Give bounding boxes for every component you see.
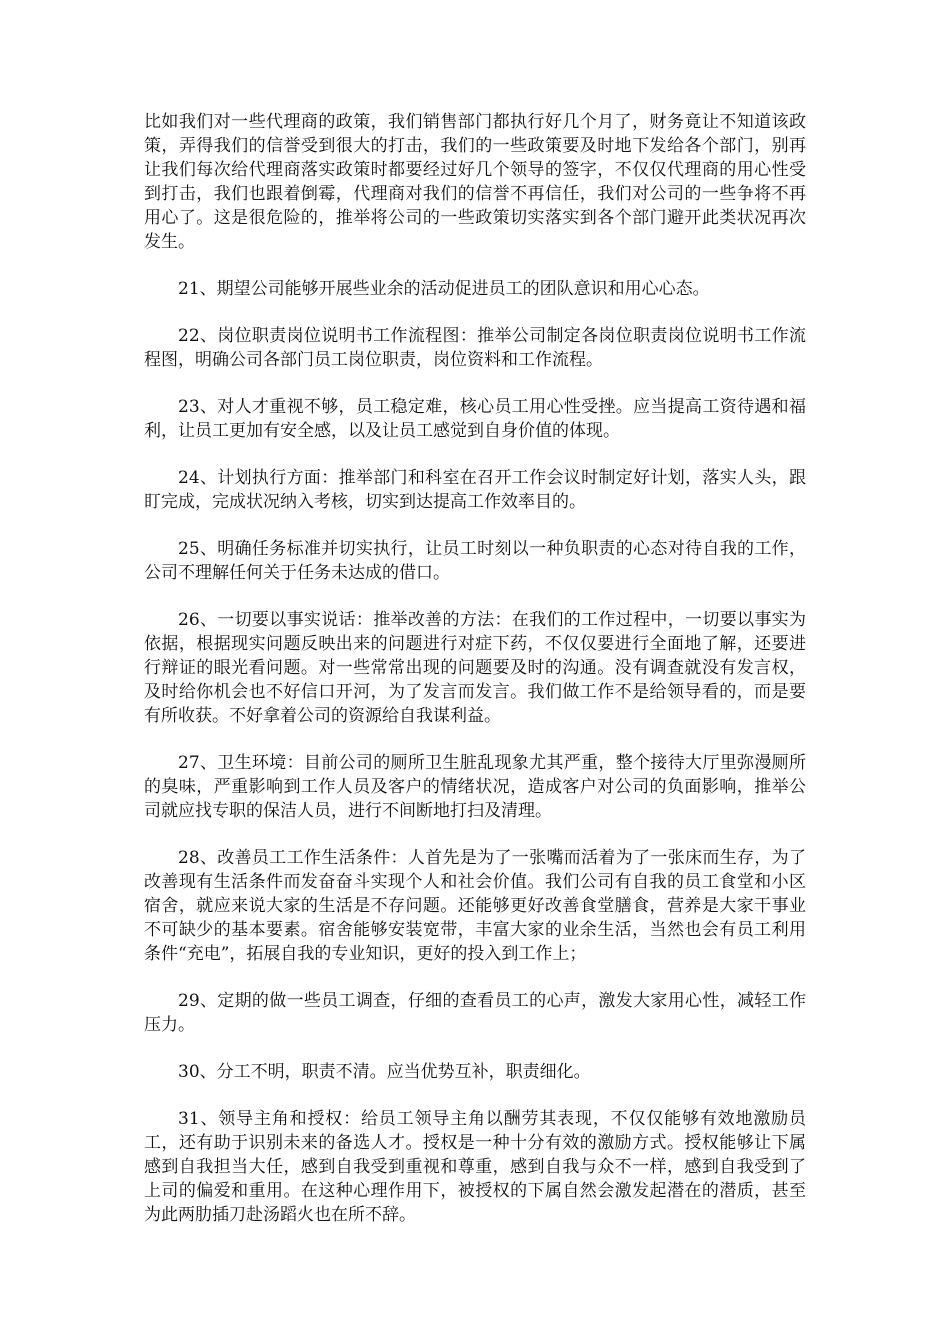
paragraph-24: 24、计划执行方面：推举部门和科室在召开工作会议时制定好计划，落实人头，跟盯完成，完成状况纳入考核，切实到达提高工作效率目的。 [144, 468, 806, 512]
paragraph-25: 25、明确任务标准并切实执行，让员工时刻以一种负职责的心态对待自我的工作，公司不理解任何关于任务未达成的借口。 [144, 539, 806, 583]
paragraph-26: 26、一切要以事实说话：推举改善的方法：在我们的工作过程中，一切要以事实为依据，根据现实问题反映出来的问题进行对症下药，不仅仅要进行全面地了解，还要进行辩证的眼光看问题。对一些常常出现的问题要及时的沟通。没有调查就没有发言权，及时给你机会也不好信口开河，为了发言而发言。我们做工作不是给领导看的，而是要有所收获。不好拿着公司的资源给自我谋利益。 [144, 610, 806, 726]
paragraph-29: 29、定期的做一些员工调查，仔细的查看员工的心声，激发大家用心性，减轻工作压力。 [144, 991, 806, 1035]
paragraph-31: 31、领导主角和授权：给员工领导主角以酬劳其表现，不仅仅能够有效地激励员工，还有助于识别未来的备选人才。授权是一种十分有效的激励方式。授权能够让下属感到自我担当大任，感到自我受到重视和尊重，感到自我与众不一样，感到自我受到了上司的偏爱和重用。在这种心理作用下，被授权的下属自然会激发起潜在的潜质，甚至为此两肋插刀赴汤蹈火也在所不辞。 [144, 1109, 806, 1225]
paragraph-22: 22、岗位职责岗位说明书工作流程图：推举公司制定各岗位职责岗位说明书工作流程图，明确公司各部门员工岗位职责，岗位资料和工作流程。 [144, 326, 806, 370]
paragraph-30: 30、分工不明，职责不清。应当优势互补，职责细化。 [178, 1062, 591, 1082]
paragraph-23: 23、对人才重视不够，员工稳定难，核心员工用心性受挫。应当提高工资待遇和福利，让员工更加有安全感，以及让员工感觉到自身价值的体现。 [144, 397, 806, 441]
paragraph-21: 21、期望公司能够开展些业余的活动促进员工的团队意识和用心心态。 [178, 279, 710, 299]
paragraph-27: 27、卫生环境：目前公司的厕所卫生脏乱现象尤其严重，整个接待大厅里弥漫厕所的臭味，严重影响到工作人员及客户的情绪状况，造成客户对公司的负面影响，推举公司就应找专职的保洁人员，进行不间断地打扫及清理。 [144, 753, 806, 821]
paragraph-continuation: 比如我们对一些代理商的政策，我们销售部门都执行好几个月了，财务竟让不知道该政策，弄得我们的信誉受到很大的打击，我们的一些政策要及时地下发给各个部门，别再让我们每次给代理商落实政策时都要经过好几个领导的签字，不仅仅代理商的用心性受到打击，我们也跟着倒霉，代理商对我们的信誉不再信任，我们对公司的一些争将不再用心了。这是很危险的，推举将公司的一些政策切实落实到各个部门避开此类状况再次发生。 [144, 112, 806, 252]
paragraph-28: 28、改善员工工作生活条件：人首先是为了一张嘴而活着为了一张床而生存，为了改善现有生活条件而发奋奋斗实现个人和社会价值。我们公司有自我的员工食堂和小区宿舍，就应来说大家的生活是不存问题。还能够更好改善食堂膳食，营养是大家干事业不可缺少的基本要素。宿舍能够安装宽带，丰富大家的业余生活，当然也会有员工利用条件“充电”，拓展自我的专业知识，更好的投入到工作上； [144, 848, 806, 964]
